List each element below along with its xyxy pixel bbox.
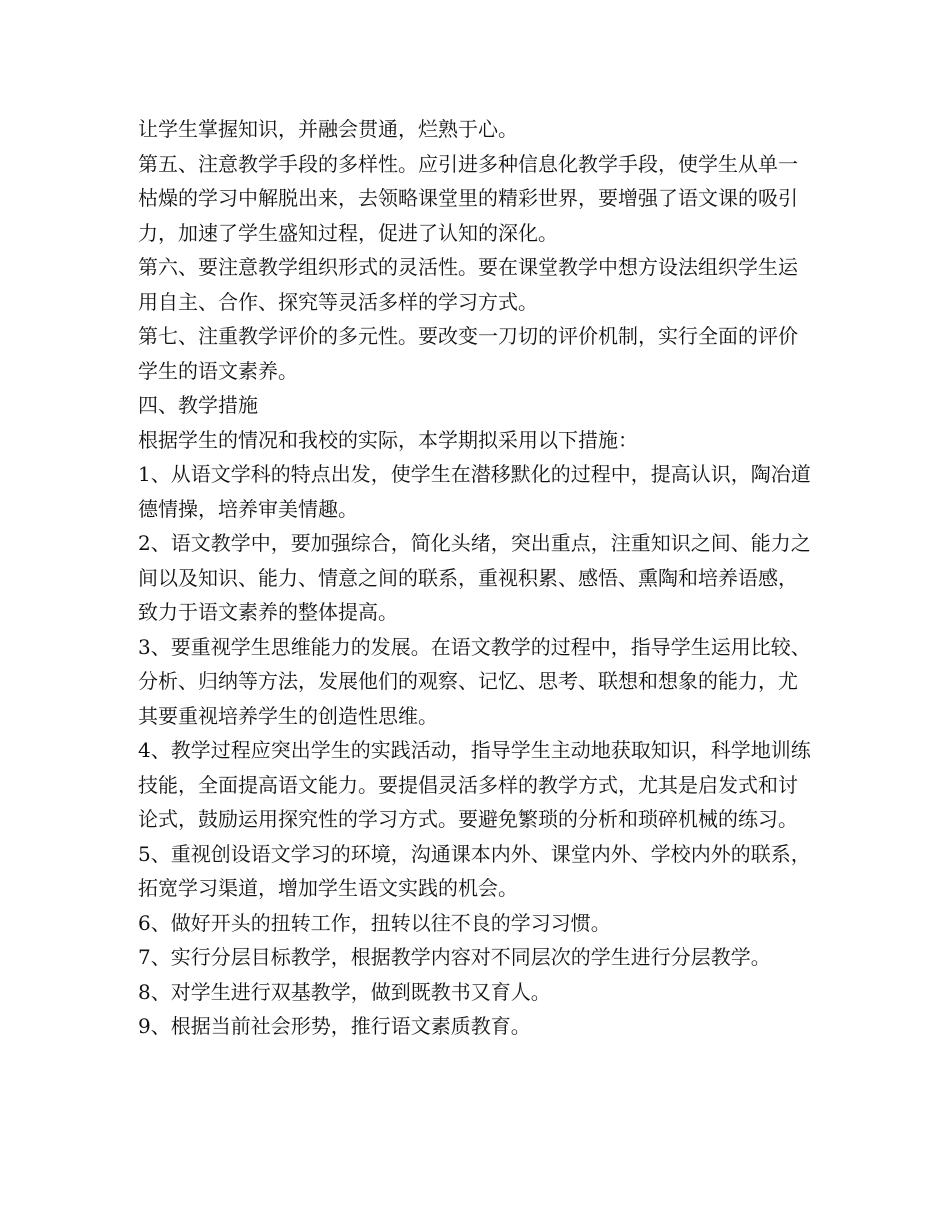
list-item-measure-9: 9、根据当前社会形势，推行语文素质教育。 — [138, 1014, 531, 1038]
paragraph-continuation: 让学生掌握知识，并融会贯通，烂熟于心。 — [138, 117, 518, 141]
list-item-measure-2: 2、语文教学中，要加强综合，简化头绪，突出重点，注重知识之间、能力之间以及知识、能力、情意之间的联系，重视积累、感悟、熏陶和培养语感，致力于语文素养的整体提高。 — [138, 531, 811, 624]
list-item-measure-4: 4、教学过程应突出学生的实践活动，指导学生主动地获取知识，科学地训练技能，全面提高语文能力。要提倡灵活多样的教学方式，尤其是启发式和讨论式，鼓励运用探究性的学习方式。要避免繁琐的分析和琐碎机械的练习。 — [138, 738, 811, 831]
paragraph-point-six: 第六、要注意教学组织形式的灵活性。要在课堂教学中想方设法组织学生运 用自主、合作、探究等灵活多样的学习方式。 — [138, 255, 798, 314]
list-item-measure-1: 1、从语文学科的特点出发，使学生在潜移默化的过程中，提高认识，陶冶道德情操，培养审美情趣。 — [138, 462, 811, 521]
document-body — [138, 112, 814, 1044]
list-item-measure-8: 8、对学生进行双基教学，做到既教书又育人。 — [138, 979, 551, 1004]
list-item-measure-6: 6、做好开头的扭转工作，扭转以往不良的学习习惯。 — [138, 910, 611, 935]
list-item-measure-3: 3、要重视学生思维能力的发展。在语文教学的过程中，指导学生运用比较、分析、归纳等方法，发展他们的观察、记忆、思考、联想和想象的能力，尤其要重视培养学生的创造性思维。 — [138, 634, 811, 728]
paragraph-point-five: 第五、注意教学手段的多样性。应引进多种信息化教学手段，使学生从单一枯燥的学习中解脱出来，去领略课堂里的精彩世界，要增强了语文课的吸引力，加速了学生盛知过程，促进了认知的深化。 — [138, 151, 798, 245]
list-item-measure-5: 5、重视创设语文学习的环境，沟通课本内外、课堂内外、学校内外的联系，拓宽学习渠道，增加学生语文实践的机会。 — [138, 841, 811, 900]
section-heading-teaching-measures: 四、教学措施 — [138, 393, 258, 417]
list-item-measure-7: 7、实行分层目标教学，根据教学内容对不同层次的学生进行分层教学。 — [138, 945, 771, 969]
paragraph-measures-intro: 根据学生的情况和我校的实际，本学期拟采用以下措施： — [138, 427, 638, 452]
paragraph-point-seven: 第七、注重教学评价的多元性。要改变一刀切的评价机制，实行全面的评价学生的语文素养。 — [138, 324, 798, 383]
